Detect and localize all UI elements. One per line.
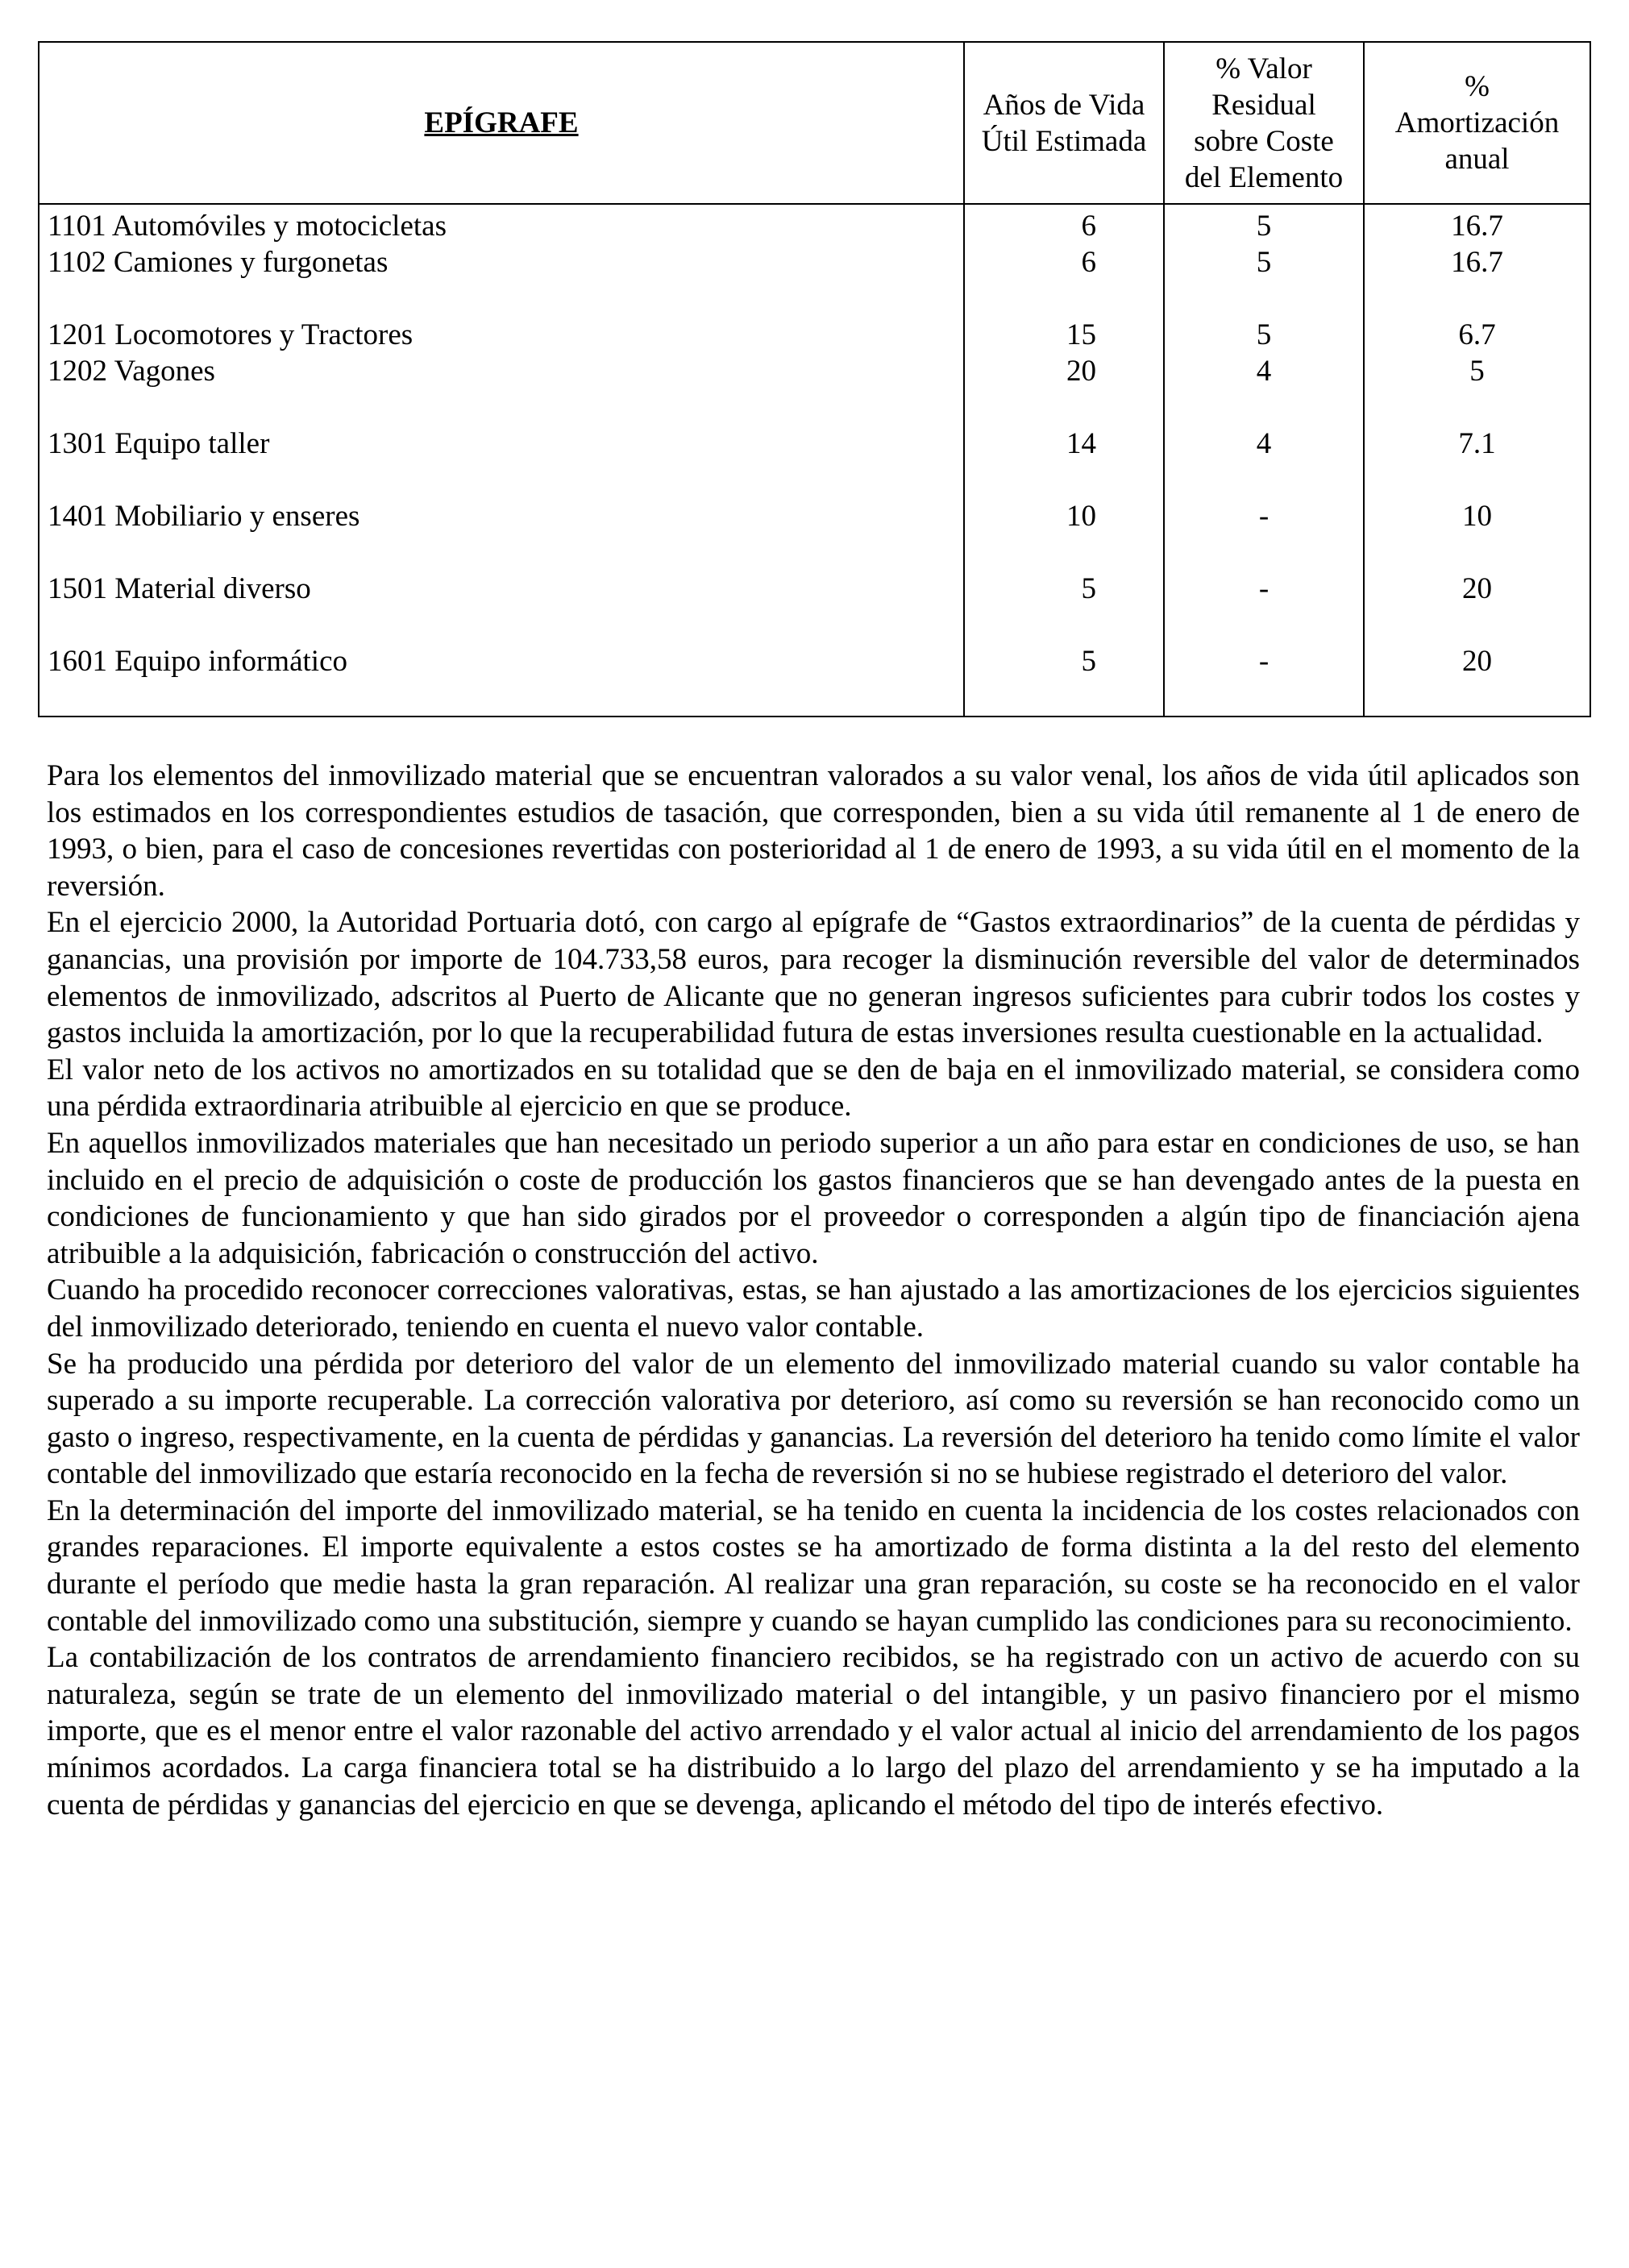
paragraph: Cuando ha procedido reconocer correcciones valorativas, estas, se han ajustado a las amortizaciones de los ejercicios siguientes del inmovilizado deteriorado, teniendo en cuenta el nuevo valor contable.	[47, 1273, 1580, 1344]
description-column	[39, 204, 964, 717]
body-text	[47, 758, 1580, 1823]
residual-column	[1164, 204, 1364, 717]
header-line: Amortización	[1394, 106, 1560, 139]
row-years: 20	[1066, 355, 1096, 388]
table-body-row	[39, 204, 1590, 717]
paragraph: Para los elementos del inmovilizado material que se encuentran valorados a su valor venal, los años de vida útil aplicados son los estimados en los correspondientes estudios de tasación, que corresponden, bien a su vida útil remanente al 1 de enero de 1993, o bien, para el caso de concesiones revertidas con posterioridad al 1 de enero de 1993, a su vida útil en el momento de la reversión.	[47, 759, 1580, 903]
row-residual: -	[1258, 645, 1270, 678]
row-years: 5	[1081, 645, 1096, 678]
row-description: 1501 Material diverso	[48, 572, 311, 605]
header-line: %	[1465, 70, 1490, 103]
row-amortization: 6.7	[1458, 318, 1496, 351]
row-amortization: 10	[1462, 500, 1492, 533]
row-residual: 5	[1256, 246, 1272, 279]
row-description: 1601 Equipo informático	[48, 645, 347, 678]
row-years: 5	[1081, 572, 1096, 605]
row-residual: 5	[1256, 210, 1272, 243]
amortization-column	[1364, 204, 1590, 717]
row-description: 1201 Locomotores y Tractores	[48, 318, 413, 351]
row-residual: 4	[1256, 427, 1272, 460]
header-line: Residual	[1211, 88, 1316, 122]
paragraph: El valor neto de los activos no amortizados en su totalidad que se den de baja en el inmovilizado material, se considera como una pérdida extraordinaria atribuible al ejercicio en que se produce.	[47, 1053, 1580, 1124]
header-line: del Elemento	[1184, 160, 1344, 194]
header-line: sobre Coste	[1194, 124, 1334, 158]
paragraph: En la determinación del importe del inmovilizado material, se ha tenido en cuenta la incidencia de los costes relacionados con grandes reparaciones. El importe equivalente a estos costes se ha amortizado de forma distinta a la del resto del elemento durante el período que medie hasta la gran reparación. Al realizar una gran reparación, su coste se ha reconocido en el valor contable del inmovilizado como una substitución, siempre y cuando se hayan cumplido las condiciones para su reconocimiento.	[47, 1493, 1580, 1638]
row-years: 15	[1066, 318, 1096, 351]
row-years: 14	[1066, 427, 1096, 460]
row-description: 1102 Camiones y furgonetas	[48, 246, 389, 279]
amortization-table	[38, 41, 1591, 717]
row-amortization: 5	[1469, 355, 1485, 388]
header-annual-amortization	[1364, 42, 1590, 204]
paragraph: En aquellos inmovilizados materiales que han necesitado un periodo superior a un año para estar en condiciones de uso, se han incluido en el precio de adquisición o coste de producción los gastos financieros que se han devengado antes de la puesta en condiciones de funcionamiento y que han sido girados por el proveedor o corresponden a algún tipo de financiación ajena atribuible a la adquisición, fabricación o construcción del activo.	[47, 1126, 1580, 1270]
years-column	[964, 204, 1164, 717]
row-amortization: 20	[1462, 572, 1492, 605]
row-residual: 5	[1256, 318, 1272, 351]
row-years: 6	[1081, 246, 1096, 279]
header-epigrafe: EPÍGRAFE	[39, 42, 964, 204]
row-description: 1401 Mobiliario y enseres	[48, 500, 360, 533]
paragraph: La contabilización de los contratos de arrendamiento financiero recibidos, se ha registrado con un activo de acuerdo con su naturaleza, según se trate de un elemento del inmovilizado material o del intangible, y un pasivo financiero por el mismo importe, que es el menor entre el valor razonable del activo arrendado y el valor actual al inicio del arrendamiento de los pagos mínimos acordados. La carga financiera total se ha distribuido a lo largo del plazo del arrendamiento y se ha imputado a la cuenta de pérdidas y ganancias del ejercicio en que se devenga, aplicando el método del tipo de interés efectivo.	[47, 1641, 1580, 1821]
header-residual-value	[1164, 42, 1364, 204]
row-residual: -	[1258, 572, 1270, 605]
paragraph: En el ejercicio 2000, la Autoridad Portuaria dotó, con cargo al epígrafe de “Gastos extraordinarios” de la cuenta de pérdidas y ganancias, una provisión por importe de 104.733,58 euros, para recoger la disminución reversible del valor de determinados elementos de inmovilizado, adscritos al Puerto de Alicante que no generan ingresos suficientes para cubrir todos los costes y gastos incluida la amortización, por lo que la recuperabilidad futura de estas inversiones resulta cuestionable en la actualidad.	[47, 906, 1580, 1050]
header-line: Útil Estimada	[981, 124, 1147, 158]
row-amortization: 7.1	[1458, 427, 1496, 460]
row-residual: 4	[1256, 355, 1272, 388]
paragraph: Se ha producido una pérdida por deterioro del valor de un elemento del inmovilizado material cuando su valor contable ha superado a su importe recuperable. La corrección valorativa por deterioro, así como su reversión se han reconocido como un gasto o ingreso, respectivamente, en la cuenta de pérdidas y ganancias. La reversión del deterioro ha tenido como límite el valor contable del inmovilizado que estaría reconocido en la fecha de reversión si no se hubiese registrado el deterioro del valor.	[47, 1347, 1580, 1491]
row-description: 1301 Equipo taller	[48, 427, 270, 460]
header-line: Años de Vida	[983, 88, 1145, 122]
row-residual: -	[1258, 500, 1270, 533]
table-header-row	[39, 42, 1590, 204]
row-amortization: 20	[1462, 645, 1492, 678]
row-amortization: 16.7	[1451, 246, 1503, 279]
header-line: % Valor	[1216, 52, 1312, 85]
row-description: 1202 Vagones	[48, 355, 215, 388]
header-line: anual	[1444, 143, 1510, 176]
row-amortization: 16.7	[1451, 210, 1503, 243]
row-years: 10	[1066, 500, 1096, 533]
row-description: 1101 Automóviles y motocicletas	[48, 210, 447, 243]
header-useful-life-years	[964, 42, 1164, 204]
row-years: 6	[1081, 210, 1096, 243]
